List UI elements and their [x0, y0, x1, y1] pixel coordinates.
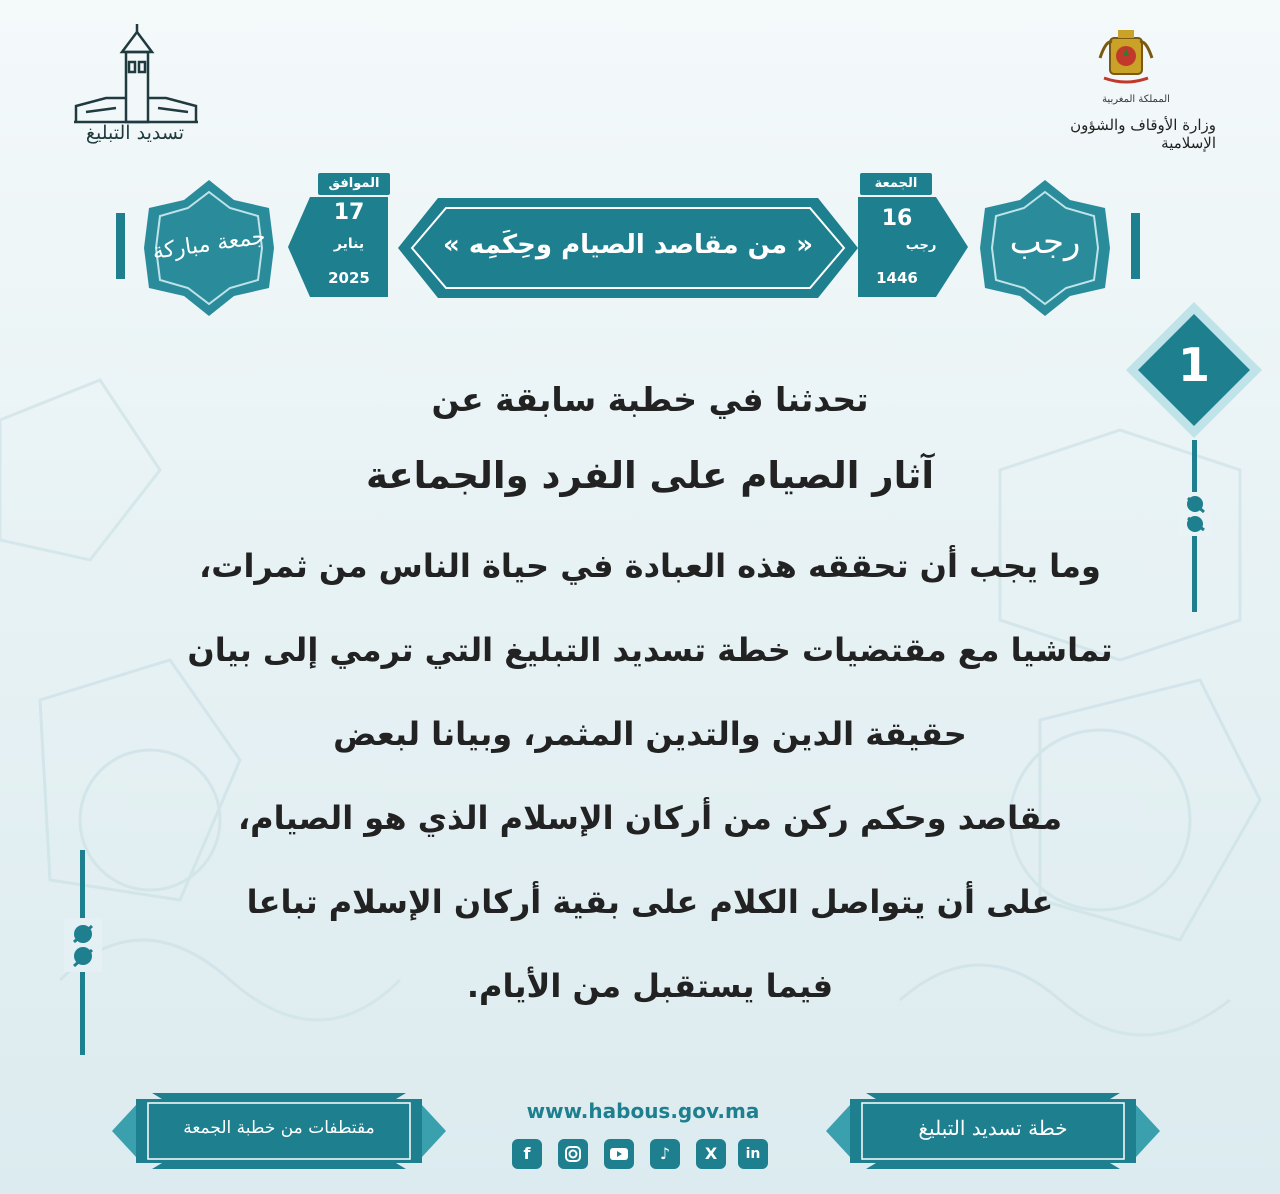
gregorian-day: 17 [333, 200, 365, 225]
body-line: تحدثنا في خطبة سابقة عن [431, 380, 869, 419]
instagram-icon[interactable] [558, 1139, 588, 1169]
slide-number: 1 [1177, 338, 1210, 392]
facebook-icon[interactable]: f [512, 1139, 542, 1169]
closing-quote-icon [1178, 494, 1212, 534]
body-line: على أن يتواصل الكلام على بقية أركان الإسلام تباعا [246, 883, 1054, 921]
hijri-day: 16 [881, 206, 913, 231]
body-line: وما يجب أن تحققه هذه العبادة في حياة الناس من ثمرات، [199, 547, 1101, 585]
plan-ribbon-text: خطة تسديد التبليغ [918, 1116, 1068, 1140]
khutba-title: « من مقاصد الصيام وحِكَمِه » [442, 230, 813, 260]
youtube-icon[interactable] [604, 1139, 634, 1169]
royal-emblem-icon [1096, 28, 1156, 86]
body-line: حقيقة الدين والتدين المثمر، وبيانا لبعض [333, 715, 967, 753]
rajab-badge-text: رجب [1009, 222, 1081, 262]
gregorian-year: 2025 [328, 269, 370, 287]
body-line: آثار الصيام على الفرد والجماعة [365, 454, 935, 497]
ribbon-end-right [1131, 213, 1140, 279]
gregorian-month: يناير [333, 236, 365, 252]
hijri-year: 1446 [876, 269, 918, 287]
gregorian-label: الموافق [318, 173, 390, 195]
body-line: مقاصد وحكم ركن من أركان الإسلام الذي هو الصيام، [237, 799, 1063, 837]
website-link[interactable]: www.habous.gov.ma [526, 1099, 760, 1123]
khutba-excerpt [130, 372, 1170, 1026]
hijri-month: رجب [905, 238, 937, 253]
body-line: فيما يستقبل من الأيام. [466, 967, 834, 1005]
hijri-label: الجمعة [860, 173, 932, 195]
friday-badge-text: جمعة مباركة [150, 224, 268, 265]
ministry-name: وزارة الأوقاف والشؤون الإسلامية [1070, 116, 1216, 152]
ribbon-end-left [116, 213, 125, 279]
x-icon[interactable]: X [696, 1139, 726, 1169]
body-line: تماشيا مع مقتضيات خطة تسديد التبليغ التي ترمي إلى بيان [187, 631, 1113, 669]
tiktok-icon[interactable]: ♪ [650, 1139, 680, 1169]
excerpts-ribbon-text: مقتطفات من خطبة الجمعة [183, 1118, 375, 1138]
kingdom-label: المملكة المغربية [1102, 94, 1170, 105]
logo-left-text: تسديد التبليغ [85, 122, 185, 144]
linkedin-icon[interactable]: in [738, 1139, 768, 1169]
opening-quote-icon [64, 922, 102, 968]
